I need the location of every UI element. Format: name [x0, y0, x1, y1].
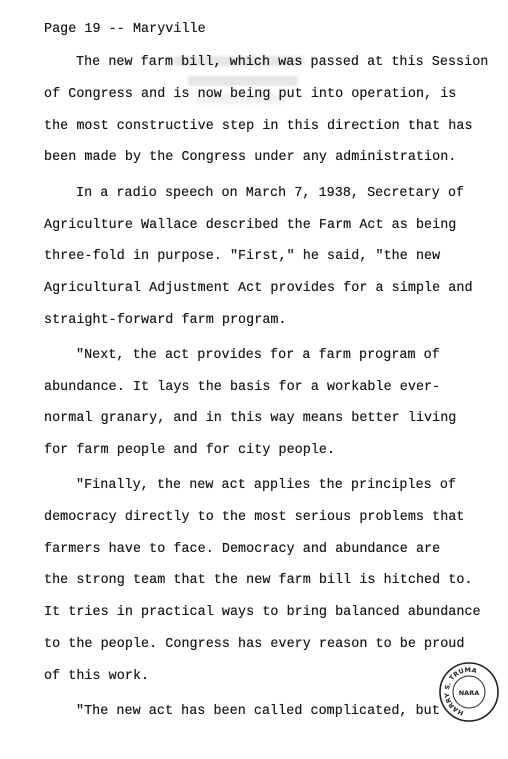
text-line: "The new act has been called complicated, but	[76, 704, 440, 719]
text-line: the strong team that the new farm bill is hitched to.	[44, 573, 473, 588]
text-line: abundance. It lays the basis for a workable ever-	[44, 380, 441, 395]
text-line: "Next, the act provides for a farm program of	[76, 348, 440, 363]
text-line: In a radio speech on March 7, 1938, Secretary of	[76, 186, 465, 201]
stamp-center-text: NARA	[458, 689, 480, 697]
text-line: of Congress and is now being put into operation, is	[44, 87, 457, 102]
text-line: the most constructive step in this direction that has	[44, 119, 473, 134]
text-line: Agricultural Adjustment Act provides for a simple and	[44, 281, 473, 296]
text-line: Agriculture Wallace described the Farm Act as being	[44, 218, 457, 233]
text-line: It tries in practical ways to bring balanced abundance	[44, 605, 481, 620]
text-line: The new farm bill, which was passed at this Session	[76, 55, 489, 70]
page-header: Page 19 -- Maryville	[44, 22, 206, 37]
stamp-arc-text: HARRY S. TRUMAN	[442, 665, 478, 718]
text-line: to the people. Congress has every reason to be proud	[44, 637, 465, 652]
text-line: farmers have to face. Democracy and abundance are	[44, 542, 441, 557]
text-line: been made by the Congress under any administration.	[44, 150, 457, 165]
text-line: "Finally, the new act applies the principles of	[76, 478, 457, 493]
text-line: straight-forward farm program.	[44, 313, 287, 328]
text-line: three-fold in purpose. "First," he said, "the new	[44, 249, 441, 264]
truman-library-stamp	[438, 661, 500, 723]
text-line: democracy directly to the most serious problems that	[44, 510, 465, 525]
text-line: for farm people and for city people.	[44, 443, 336, 458]
text-line: of this work.	[44, 669, 150, 684]
text-line: normal granary, and in this way means better living	[44, 411, 457, 426]
